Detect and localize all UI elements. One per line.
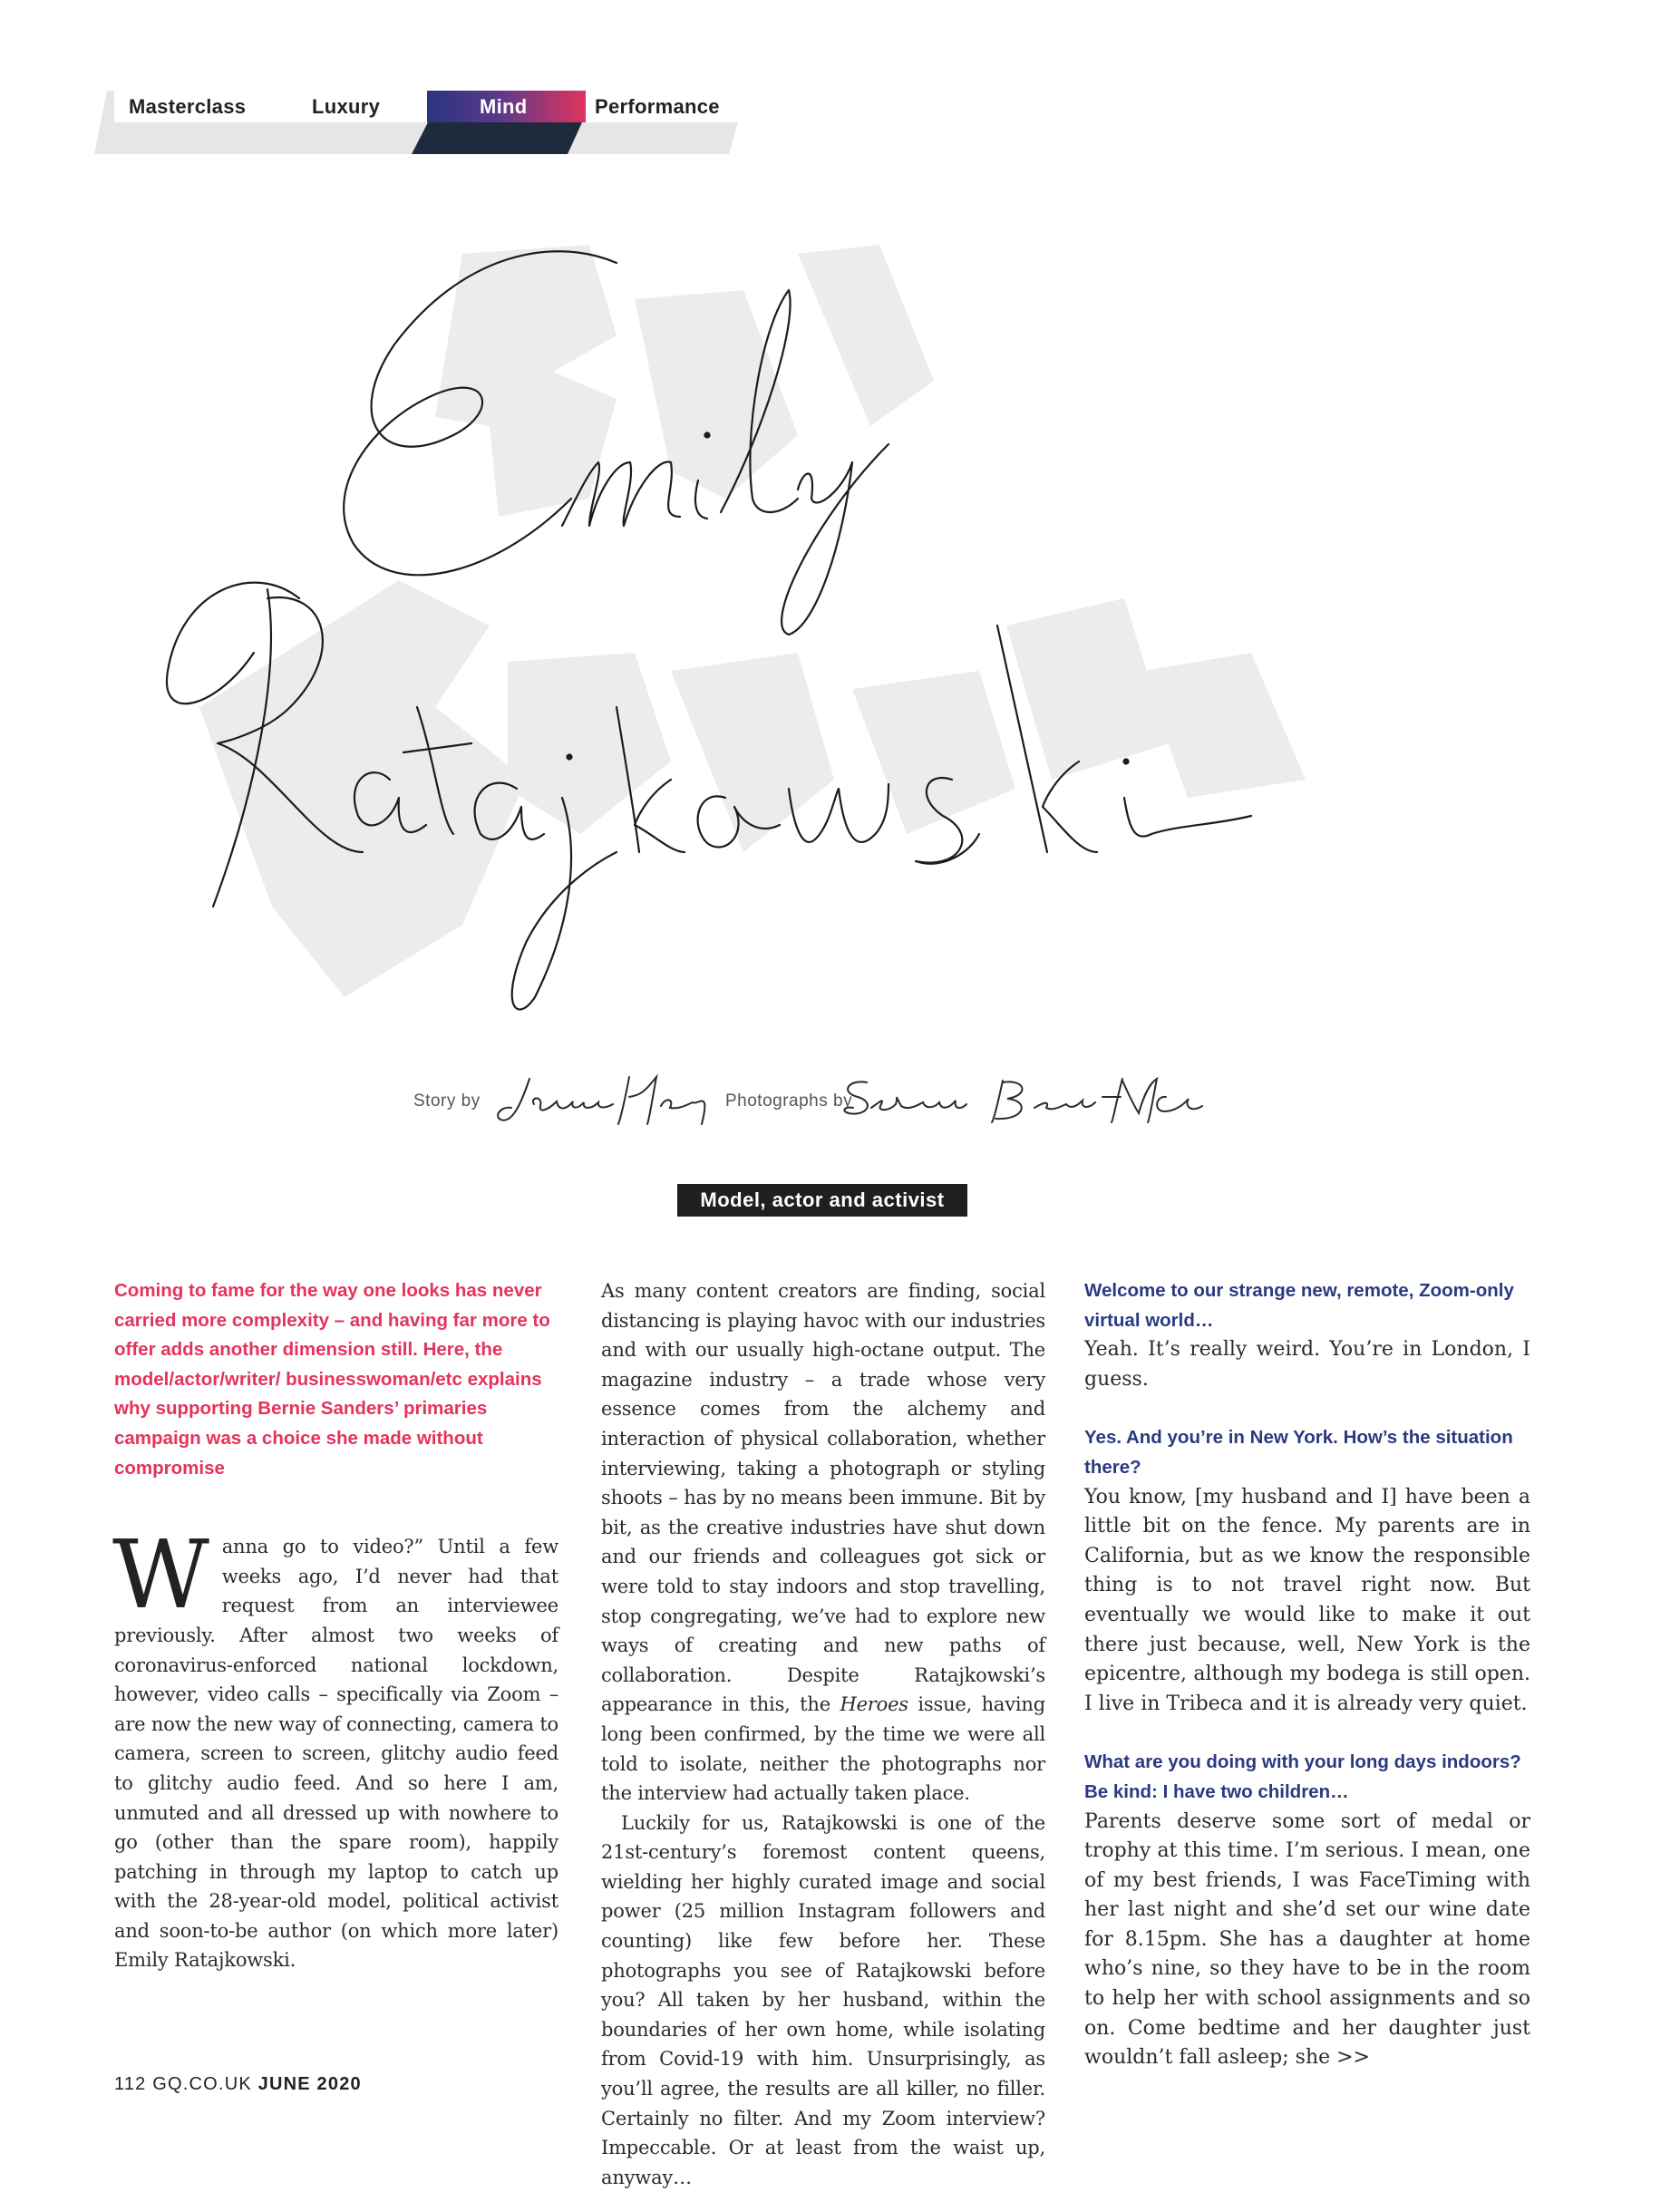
headline [163, 199, 1432, 1052]
story-label: Story by [413, 1091, 481, 1111]
issue-date: JUNE 2020 [257, 2074, 362, 2094]
section-nav [94, 91, 747, 154]
column-2 [601, 1276, 1045, 2192]
paragraph-3: Luckily for us, Ratajkowski is one of the 21st-century’s foremost content queens, wielding her highly curated image and social power (25 million Instagram followers and counting) like few before her. These photographs you see of Ratajkowski before you? All taken by her husband, within the boundaries of her own home, while isolating from Covid-19 with him. Unsurprisingly, as you’ll agree, the results are all killer, no filler. Certainly no filter. And my Zoom interview? Impeccable. Or at least from the waist up, anyway… [601, 1811, 1045, 2188]
issue-title: Heroes [840, 1693, 908, 1716]
paragraph-1 [112, 1519, 558, 1975]
strapline-badge: Model, actor and activist [677, 1184, 967, 1217]
answer-2: You know, [my husband and I] have been a little bit on the fence. My parents are in California, but as we know the responsible thing is to not travel right now. But eventually we would like to make it out there just because, well, New York is the epicentre, although my bodega is still open. I live in Tribeca and it is already very quiet. [1084, 1485, 1530, 1715]
article-body-2 [601, 1276, 1045, 2192]
tab-performance[interactable]: Performance [595, 95, 720, 118]
tab-mind[interactable]: Mind [480, 95, 528, 118]
headline-first-name [344, 251, 889, 635]
question-1: Welcome to our strange new, remote, Zoom-only virtual world… [1084, 1280, 1514, 1331]
headline-shadow [199, 245, 1306, 997]
question-3: What are you doing with your long days indoors? Be kind: I have two children… [1084, 1751, 1521, 1802]
paragraph-1-text: anna go to video?” Until a few weeks ago, I’d never had that request from an interviewee previously. After almost two weeks of coronavirus-enforced national lockdown, however, video calls – specifically via Zoom – are now the new way of connecting, camera to camera, screen to screen, glitchy audio feed to glitchy audio feed. And so here I am, unmuted and all dressed up with nowhere to go (other than the spare room), happily patching in through my laptop to catch up with the 28-year-old model, political activist and soon-to-be author (on which more later) Emily Ratajkowski. [114, 1536, 558, 1972]
photo-label: Photographs by [725, 1091, 853, 1111]
column-1 [114, 1276, 558, 1975]
page-number: 112 [114, 2074, 147, 2094]
story-author-signature [493, 1070, 720, 1133]
answer-1: Yeah. It’s really weird. You’re in London, I guess. [1084, 1338, 1530, 1391]
standfirst: Coming to fame for the way one looks has never carried more complexity – and having far more to offer adds another dimension still. Here, the model/actor/writer/ businesswoman/etc explains why supporting Bernie Sanders’ primaries campaign was a choice she made without compromise [114, 1280, 550, 1479]
tab-luxury[interactable]: Luxury [312, 95, 381, 118]
dropcap: W [112, 1519, 209, 1631]
paragraph-2-continued [601, 1276, 1045, 1809]
photographer-signature [840, 1070, 1211, 1133]
article-body-1 [112, 1519, 558, 1975]
paragraph-2-end: issue, having long been confirmed, by the time we were all told to isolate, neither the photographs nor the interview had actually taken place. [601, 1693, 1046, 1805]
answer-3: Parents deserve some sort of medal or trophy at this time. I’m serious. I mean, one of my best friends, I was FaceTiming with her last night and she’d set our wine date for 8.15pm. She has a daughter at home who’s nine, so they have to be in the room to help her with school assignments and so on. Come bedtime and her daughter just wouldn’t fall asleep; she >> [1084, 1809, 1530, 2070]
tab-masterclass[interactable]: Masterclass [129, 95, 247, 118]
folio [114, 2074, 362, 2095]
paragraph-2-text: As many content creators are finding, social distancing is playing havoc with our industries and with our usually high-octane output. The magazine industry – a trade whose very essence comes from the alchemy and interaction of physical collaboration, whether interviewing, taking a photograph or styling shoots – has by no means been immune. Bit by bit, as the creative industries have shut down and our friends and colleagues got sick or were told to stay indoors and stop travelling, stop congregating, we’ve had to explore new ways of creating and new paths of collaboration. Despite Ratajkowski’s appearance in this, the [601, 1280, 1045, 1716]
column-3 [1084, 1276, 1530, 2073]
nav-active-shadow [412, 122, 582, 154]
byline [413, 1070, 1229, 1133]
site-name: GQ.CO.UK [152, 2074, 252, 2094]
headline-script [163, 199, 1432, 1052]
question-2: Yes. And you’re in New York. How’s the situation there? [1084, 1427, 1513, 1478]
